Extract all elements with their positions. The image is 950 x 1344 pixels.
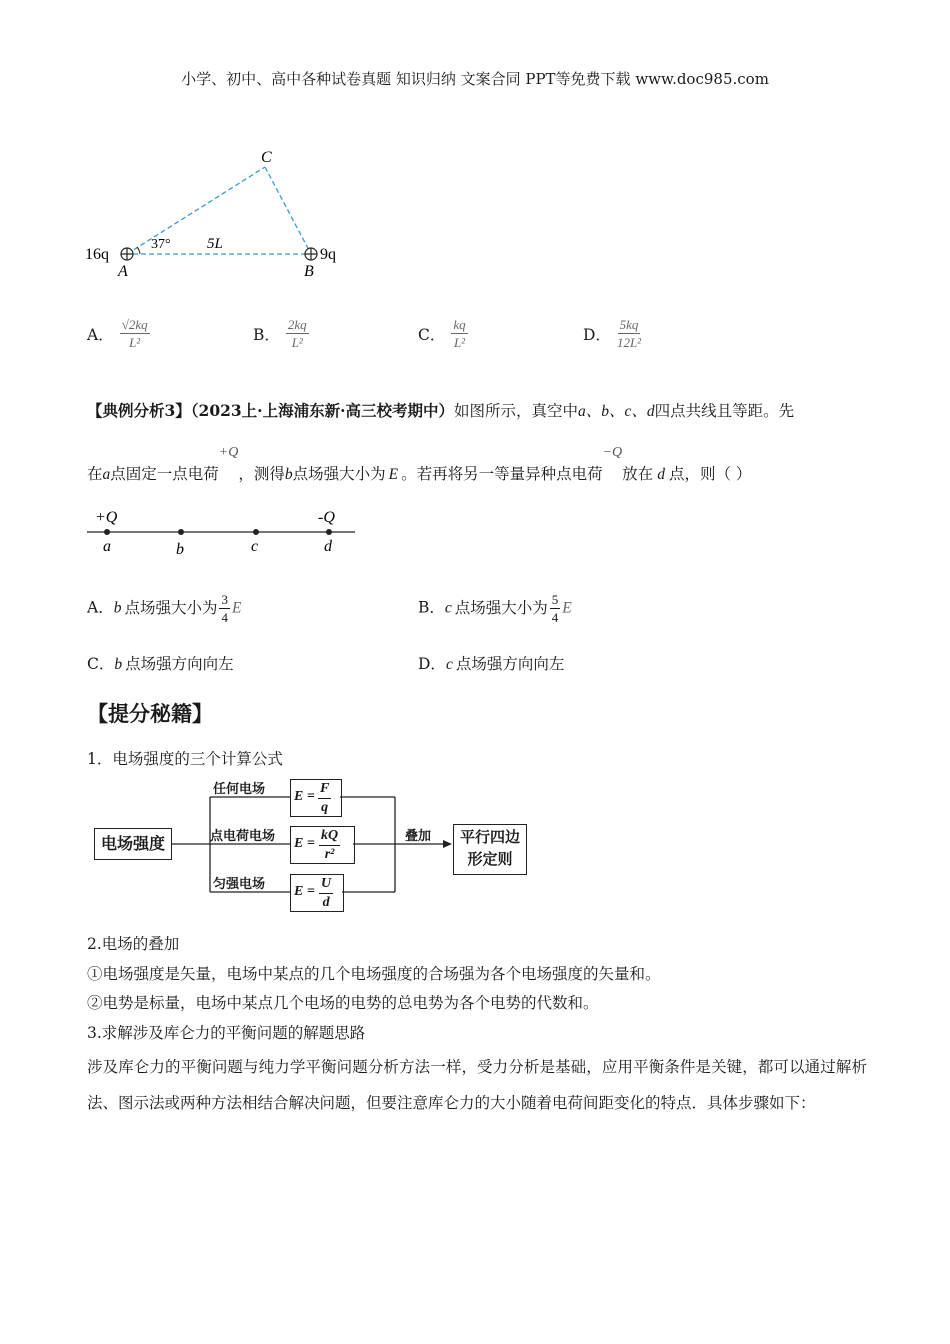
- q2-option-c[interactable]: C．b 点场强方向向左: [87, 655, 234, 673]
- triangle-figure: [80, 145, 360, 285]
- point-c: [253, 529, 259, 535]
- q1-option-d[interactable]: D． $\frac{5kq}{\text{12L²}}$: [583, 317, 642, 350]
- minus-q-charge: −Q: [602, 445, 623, 460]
- branch-label-any: 任何电场: [213, 782, 266, 797]
- label-minus-q: -Q: [318, 509, 335, 526]
- label-d: d: [324, 538, 332, 555]
- example3-line2: 在a点固定一点电荷+Q，测得b点场强大小为 E 。若再将另一等量异种点电荷−Q放在 d 点，则（ ）: [87, 445, 752, 483]
- formula-box-any: E = $\frac{F}{q}$: [290, 779, 342, 817]
- arrow-label: 叠加: [405, 829, 432, 844]
- result-box: 平行四边 形定则: [453, 824, 527, 875]
- label-c: c: [251, 538, 259, 555]
- example3-tag: 【典例分析3】: [87, 401, 191, 420]
- vertex-c-label: C: [261, 149, 272, 166]
- side-bc: [265, 167, 311, 254]
- formula-box-uniform: E = $\frac{U}{d}$: [290, 874, 344, 912]
- section-title: 【提分秘籍】: [87, 702, 213, 726]
- page-header: 小学、初中、高中各种试卷真题 知识归纳 文案合同 PPT等免费下载 www.doc985.com: [181, 70, 769, 88]
- vertex-b-label: B: [304, 263, 314, 280]
- charge-b-symbol: [305, 248, 317, 260]
- q2-option-a[interactable]: A．b 点场强大小为 $\frac{3}{4}$ E: [87, 592, 242, 625]
- point-d: [326, 529, 332, 535]
- label-plus-q: +Q: [95, 509, 118, 526]
- point3-heading: 3.求解涉及库仑力的平衡问题的解题思路: [87, 1024, 366, 1042]
- label-b: b: [176, 541, 184, 558]
- plus-q-charge: +Q: [218, 445, 239, 460]
- point2-item2: ②电势是标量，电场中某点几个电场的电势的总电势为各个电势的代数和。: [87, 994, 599, 1012]
- collinear-points-figure: [85, 502, 360, 562]
- vertex-a-label: A: [118, 263, 128, 280]
- point2-item1: ①电场强度是矢量，电场中某点的几个电场强度的合场强为各个电场强度的矢量和。: [87, 965, 661, 983]
- branch-label-uniform: 匀强电场: [213, 877, 266, 892]
- charge-a-symbol: [121, 248, 133, 260]
- angle-arc: [137, 247, 140, 254]
- side-ab-label: 5L: [207, 236, 223, 252]
- charge-a-label: 16q: [85, 246, 109, 263]
- q2-option-b[interactable]: B．c 点场强大小为 $\frac{5}{4}$ E: [418, 592, 572, 625]
- point3-paragraph: 涉及库仑力的平衡问题与纯力学平衡问题分析方法一样，受力分析是基础，应用平衡条件是关键，都可以通过解析法、图示法或两种方法相结合解决问题，但要注意库仑力的大小随着电荷间距变化的特点．具体步骤如下：: [87, 1058, 867, 1112]
- root-box: 电场强度: [94, 828, 172, 860]
- q2-option-d[interactable]: D．c 点场强方向向左: [418, 655, 565, 673]
- label-a: a: [103, 538, 111, 555]
- point-b: [178, 529, 184, 535]
- example3-source: （2023上·上海浦东新·高三校考期中）: [190, 401, 454, 420]
- charge-b-label: 9q: [320, 246, 336, 263]
- formula-flow-diagram: [85, 775, 545, 925]
- angle-label: 37°: [151, 237, 171, 252]
- point1-heading: 1．电场强度的三个计算公式: [87, 750, 283, 768]
- example3-line1: 【典例分析3】（2023上·上海浦东新·高三校考期中）如图所示，真空中a、b、c、d四点共线且等距。先: [87, 401, 795, 420]
- branch-label-point: 点电荷电场: [210, 829, 276, 844]
- q1-option-a[interactable]: A． $\frac{√2kq}{\text{L²}}$: [87, 317, 148, 350]
- q1-option-c[interactable]: C． $\frac{kq}{\text{L²}}$: [418, 317, 466, 350]
- q1-option-b[interactable]: B． $\frac{2kq}{\text{L²}}$: [253, 317, 307, 350]
- point-a: [104, 529, 110, 535]
- point2-heading: 2.电场的叠加: [87, 935, 180, 953]
- side-ac: [127, 167, 265, 254]
- formula-box-point: E = $\frac{kQ}{\text{r²}}$: [290, 826, 355, 864]
